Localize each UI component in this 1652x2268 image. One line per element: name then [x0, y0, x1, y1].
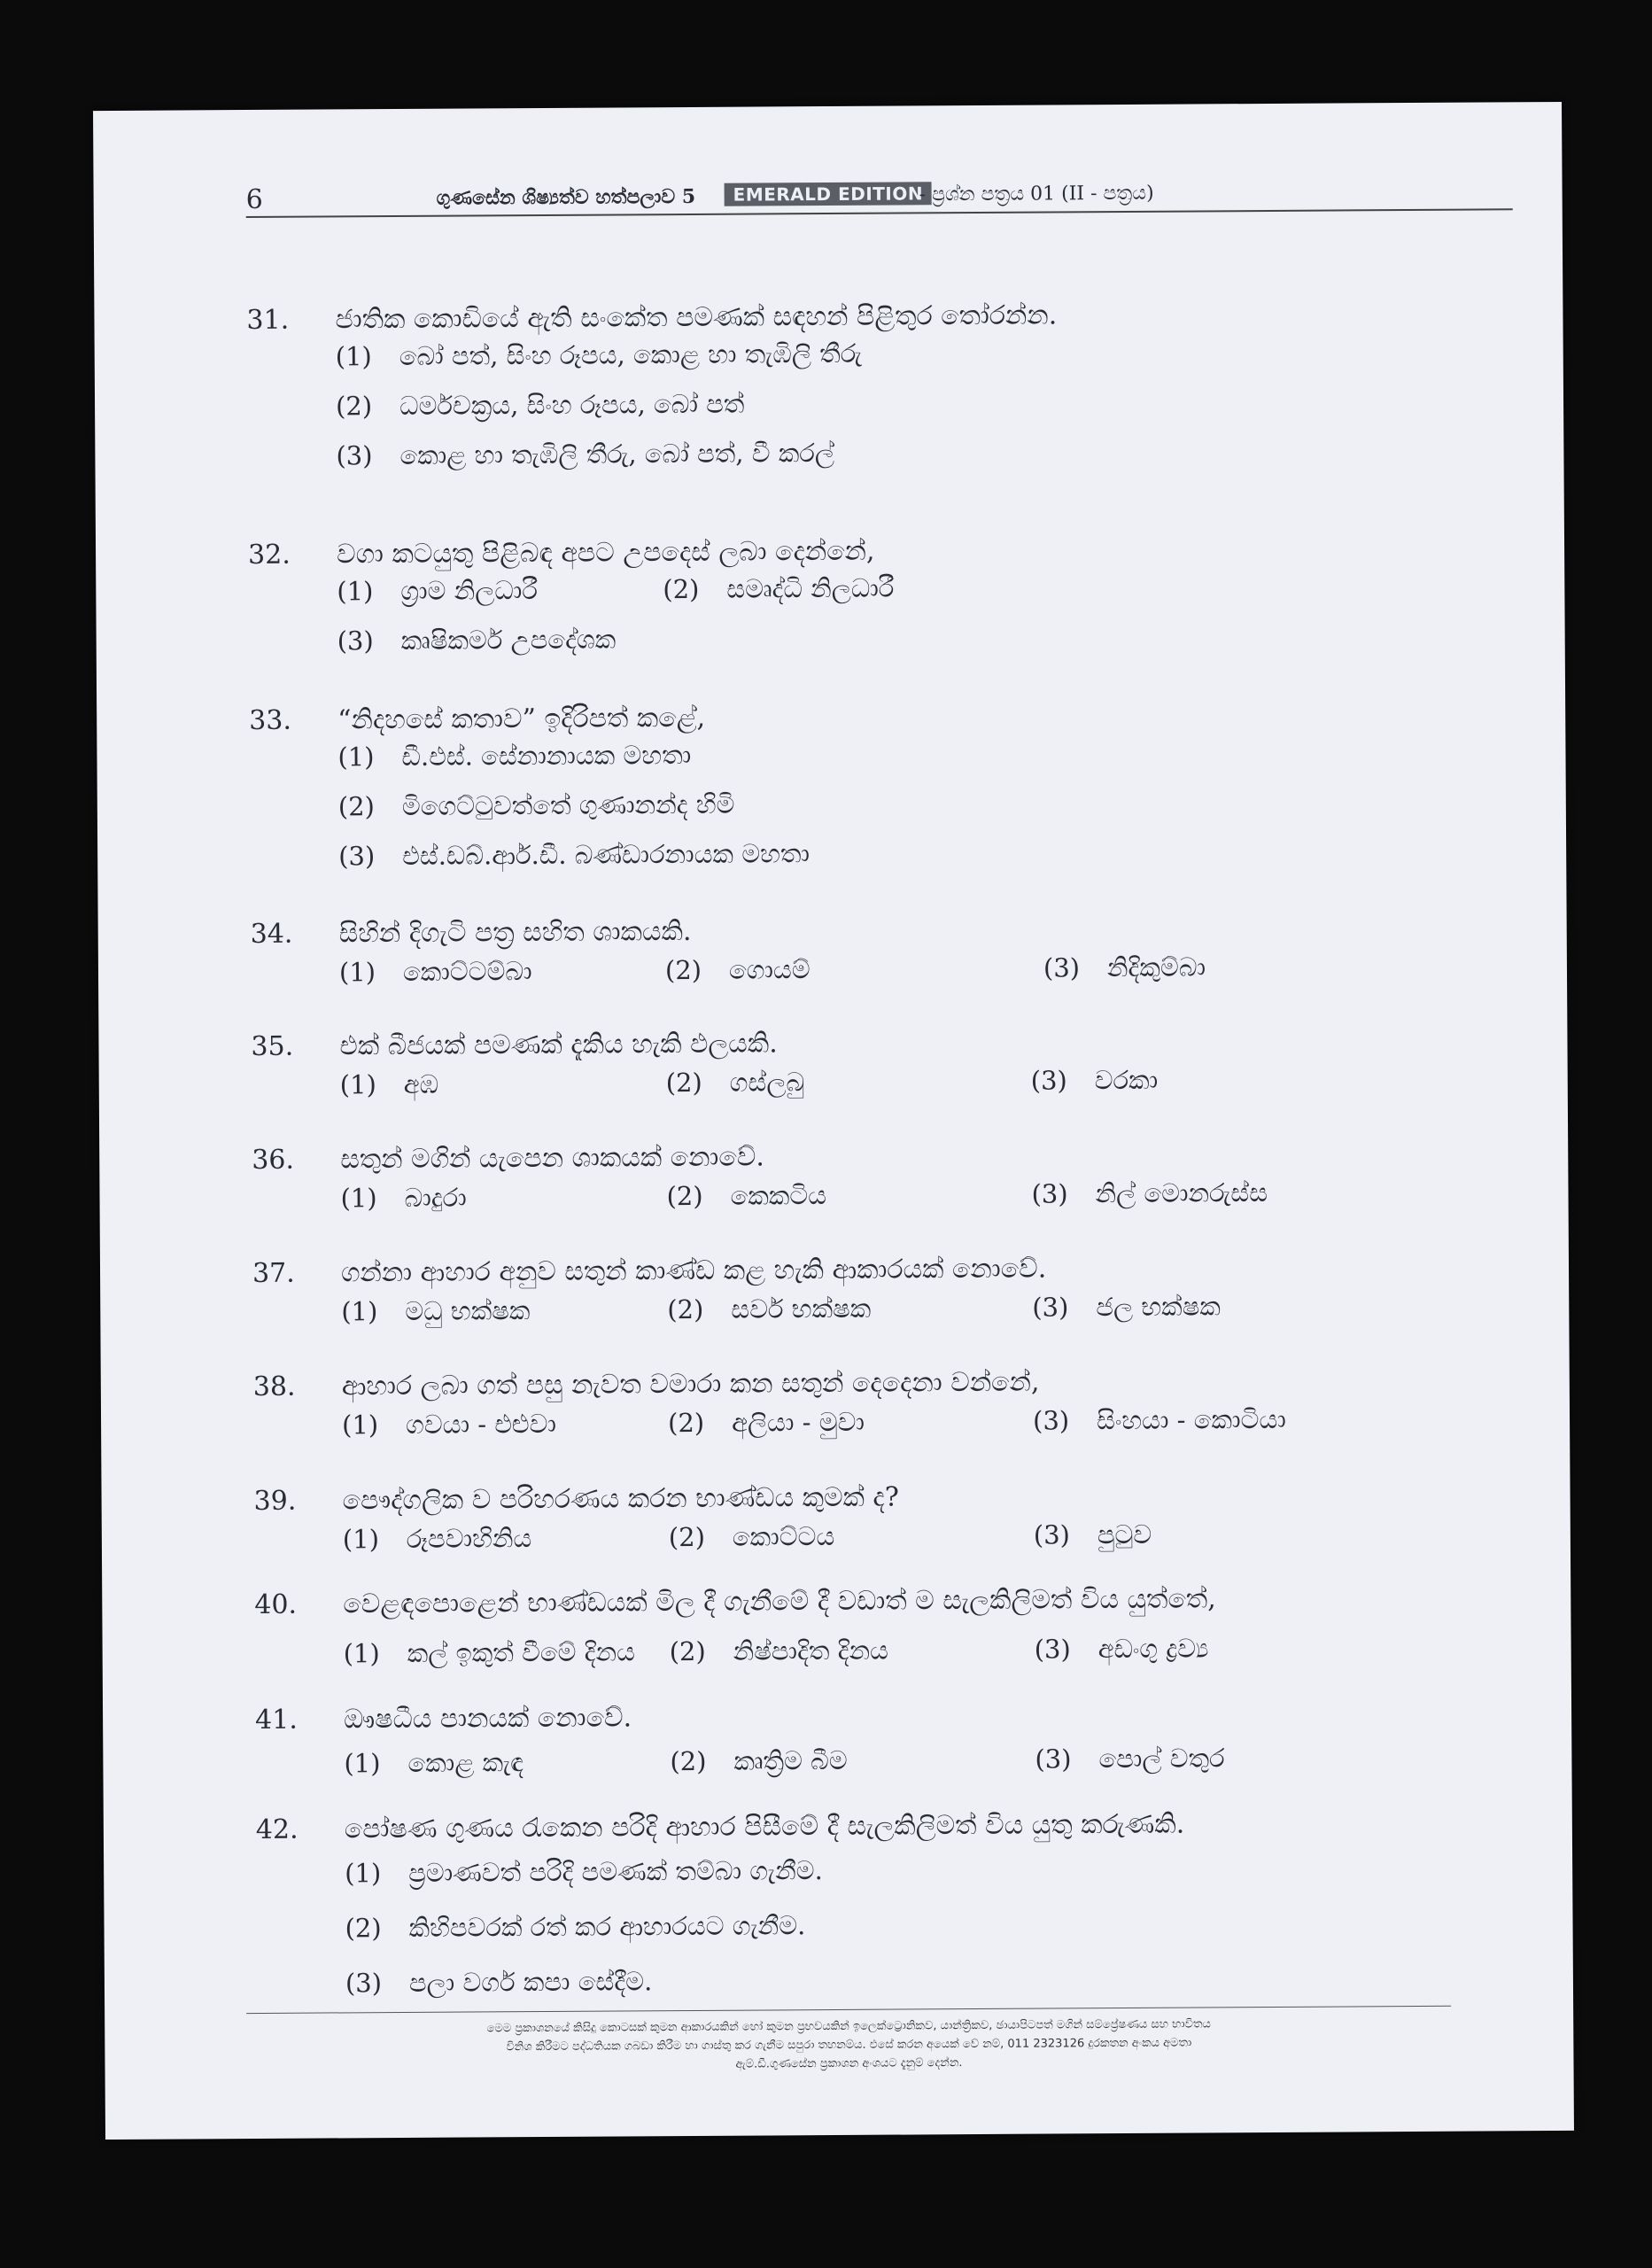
option-3: (3) වරකා	[1030, 1064, 1159, 1096]
question-text: ගන්නා ආහාර අනුව සතුන් කාණ්ඩ කළ හැකි ආකාරයක් නොවේ.	[340, 1253, 1047, 1289]
question-number: 38.	[252, 1371, 296, 1403]
question-number: 35.	[251, 1030, 294, 1063]
option-3: (3) අඩංගු ද්‍රව්‍ය	[1034, 1633, 1209, 1665]
question-text: ආහාර ලබා ගත් පසු නැවත වමාරා කන සතුන් දෙදෙනා වන්නේ,	[341, 1366, 1040, 1402]
question-number: 33.	[249, 704, 292, 737]
option-2: (2) කෘත්‍රිම බීම	[670, 1744, 848, 1777]
question-32	[247, 532, 1515, 656]
option-1: (1) බාදුරා	[340, 1182, 467, 1214]
question-text: සිහින් දිගැටි පත්‍ර සහිත ශාකයකි.	[338, 915, 692, 950]
option-2: (2) ධර්මචක්‍රය, සිංහ රූපය, බෝ පත්	[335, 388, 745, 422]
question-36	[252, 1137, 1518, 1214]
option-2: (2) සර්ව භක්ෂක	[667, 1293, 872, 1325]
option-2: (2) සමෘද්ධි නිලධාරී	[663, 572, 895, 605]
option-3: (3) කෘෂිකර්ම උපදේශක	[337, 624, 617, 656]
paper-label: - ප්‍රශ්න පත්‍රය 01 (II - පත්‍රය)	[919, 182, 1154, 206]
question-text: එක් බීජයක් පමණක් දැකිය හැකි ඵලයකි.	[339, 1028, 778, 1062]
option-2: (2) අලියා - මුවා	[667, 1406, 865, 1439]
question-38	[252, 1363, 1520, 1441]
option-1: (1) කොළ කැඳ	[344, 1747, 524, 1779]
edition-badge: EMERALD EDITION	[725, 182, 933, 206]
option-3: (3) කොළ හා තැඹිලි තීරු, බෝ පත්, වී කරල්	[336, 437, 835, 471]
question-number: 32.	[247, 539, 291, 571]
question-33	[249, 697, 1516, 872]
question-text: පෞද්ගලික ව පරිහරණය කරන භාණ්ඩය කුමක් ද?	[342, 1481, 900, 1517]
option-2: (2) මිගෙට්ටුවත්තේ ගුණානන්ද හිමි	[337, 788, 735, 822]
question-number: 31.	[246, 304, 290, 337]
copyright-footer	[246, 2006, 1451, 2077]
question-35	[251, 1023, 1517, 1100]
footer-line-2: විනිශ කිරීමට පද්ධතියක ගබඩා කිරීම හා ගාස්තු කර ගැනීම සපුරා තහනම්ය. එසේ කරන අයෙක් වේ නම්, 011 2323126 දුරකතන අංකය අමතා	[506, 2036, 1192, 2054]
option-1: (1) මධු භක්ෂක	[341, 1295, 531, 1327]
question-number: 40.	[254, 1588, 298, 1621]
question-number: 37.	[252, 1257, 295, 1290]
footer-line-3: ඇම්.ඩී.ගුණසේන ප්‍රකාශන අංශයට දැනුම් දෙන්න.	[735, 2056, 963, 2071]
question-39	[253, 1478, 1521, 1555]
question-number: 34.	[250, 918, 293, 951]
question-text: “නිදහසේ කතාව” ඉදිරිපත් කළේ,	[337, 702, 706, 736]
option-1: (1) බෝ පත්, සිංහ රූපය, කොළ හා තැඹිලි තීරු	[335, 338, 863, 372]
option-1: (1) රූපවාහිනිය	[342, 1523, 532, 1555]
option-3: (3) නිදිකුම්බා	[1043, 951, 1206, 983]
question-number: 36.	[252, 1144, 295, 1177]
option-3: (3) පොල් වතුර	[1035, 1743, 1225, 1775]
option-3: (3) ජල භක්ෂක	[1032, 1291, 1221, 1323]
question-text: සතුන් මගින් යැපෙන ශාකයක් නොවේ.	[340, 1141, 765, 1176]
option-1: (1) ගවයා - එළුවා	[341, 1408, 557, 1441]
question-number: 42.	[255, 1814, 299, 1845]
question-34	[250, 911, 1517, 988]
option-2: (2) ගොයම්	[664, 954, 810, 986]
option-1: (1) අඹ	[339, 1068, 439, 1100]
option-3: (3) පුටුව	[1033, 1518, 1152, 1550]
page-header	[246, 173, 1513, 218]
option-2: (2) කිහිපවරක් රත් කර ආහාරයට ගැනීම.	[345, 1910, 806, 1944]
question-40	[254, 1581, 1521, 1669]
option-1: (1) ග්‍රාම නිලධාරී	[337, 575, 539, 607]
option-1: (1) කල් ඉකුත් වීමේ දිනය	[343, 1636, 636, 1669]
question-41	[255, 1697, 1522, 1779]
option-2: (2) නිෂ්පාදිත දිනය	[669, 1635, 889, 1667]
question-number: 41.	[255, 1704, 298, 1736]
series-title: ගුණසේන ශිෂ්‍යත්ව හත්පලාව 5	[436, 184, 696, 210]
option-3: (3) පලා වර්ග කපා සේදීම.	[345, 1966, 653, 1999]
question-31	[246, 297, 1513, 471]
question-text: වෙළඳපොළෙන් භාණ්ඩයක් මිල දී ගැනීමේ දී වඩාත් ම සැලකිලිමත් විය යුත්තේ,	[343, 1583, 1216, 1620]
question-text: ජාතික කොඩියේ ඇති සංකේත පමණක් සඳහන් පිළිතුර තෝරන්න.	[335, 299, 1058, 336]
question-37	[252, 1250, 1519, 1327]
question-42	[255, 1806, 1523, 1999]
option-3: (3) සිංහයා - කොටියා	[1032, 1403, 1286, 1436]
question-text: පෝෂණ ගුණය රැකෙන පරිදි ආහාර පිසීමේ දී සැලකිලිමත් විය යුතු කරුණකි.	[344, 1808, 1185, 1845]
question-text: වගා කටයුතු පිළිබඳ අපට උපදෙස් ලබා දෙන්නේ,	[336, 535, 875, 571]
option-1: (1) කොට්ටම්බා	[338, 956, 532, 988]
option-1: (1) ප්‍රමාණවත් පරිදි පමණක් තම්බා ගැනීම.	[345, 1855, 823, 1889]
option-2: (2) කොට්ටය	[668, 1521, 835, 1553]
option-2: (2) කෙකටිය	[666, 1180, 827, 1212]
question-number: 39.	[253, 1485, 297, 1518]
question-text: ඖෂධීය පානයක් නොවේ.	[344, 1702, 632, 1736]
option-3: (3) නිල් මොනරුස්ස	[1031, 1177, 1268, 1209]
exam-page	[93, 102, 1574, 2140]
page-number: 6	[245, 183, 263, 216]
footer-line-1: මෙම ප්‍රකාශනයේ කිසිදු කොටසක් කුමන ආකාරයකින් හෝ කුමන ප්‍රභවයකින් ඉලෙක්ට්‍රොනිකව, යාන්ත්‍රිකව, ඡායාපිටපත් මගින් සම්ප්‍රේෂණය සහ භාවිතය	[486, 2017, 1211, 2036]
option-3: (3) එස්.ඩබ්.ආර්.ඩී. බණ්ඩාරනායක මහතා	[338, 838, 810, 872]
option-2: (2) ගස්ලබු	[665, 1067, 805, 1099]
option-1: (1) ඩී.එස්. සේනානායක මහතා	[337, 739, 692, 773]
